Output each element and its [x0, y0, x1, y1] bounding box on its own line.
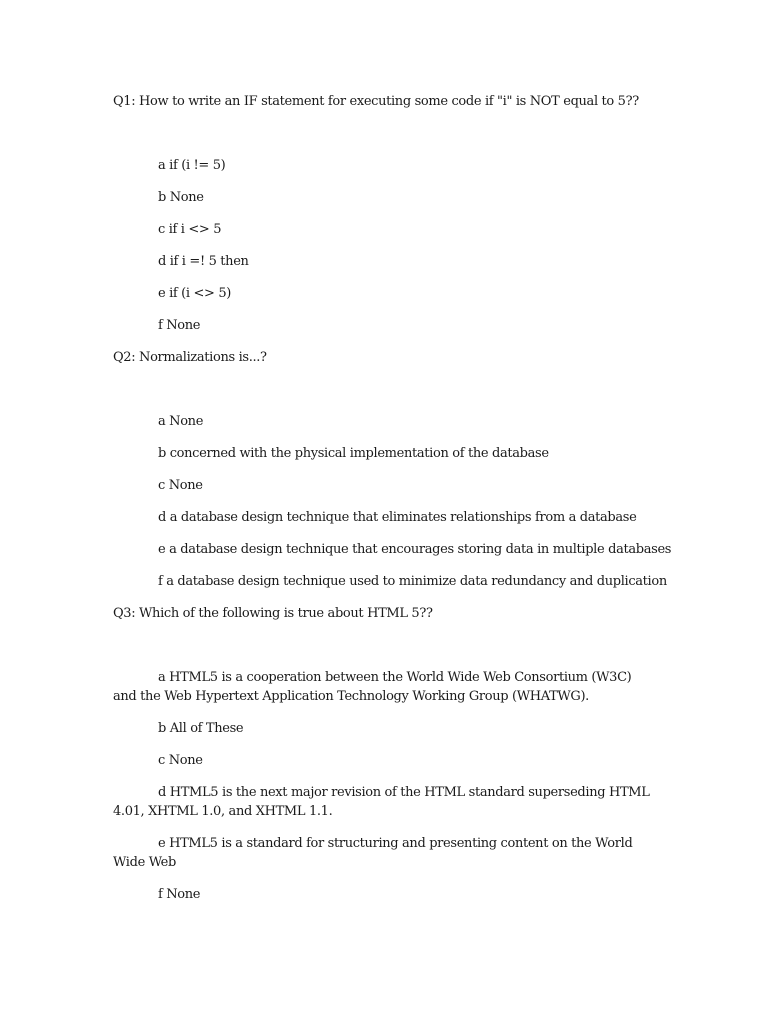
option-e: e HTML5 is a standard for structuring and presenting content on the World Wide Web — [113, 836, 633, 870]
question-text: Q3: Which of the following is true about HTML 5?? — [113, 606, 433, 621]
option-f: f None — [158, 318, 201, 333]
option-b: b None — [158, 190, 204, 205]
question-spacer — [113, 636, 658, 668]
question-spacer — [113, 124, 658, 156]
option-c: c if i <> 5 — [158, 222, 222, 237]
question-block-1 — [113, 92, 658, 335]
question-block-2 — [113, 348, 672, 591]
option-c: c None — [158, 753, 203, 768]
question-text: Q2: Normalizations is...? — [113, 350, 267, 365]
option-f: f None — [158, 887, 201, 902]
option-c: c None — [158, 478, 203, 493]
option-a: a None — [158, 414, 204, 429]
option-e: e a database design technique that encourages storing data in multiple databases — [158, 542, 672, 557]
option-e: e if (i <> 5) — [158, 286, 231, 301]
option-d: d a database design technique that eliminates relationships from a database — [158, 510, 637, 525]
quiz-content — [113, 92, 672, 917]
option-d: d if i =! 5 then — [158, 254, 249, 269]
option-a: a HTML5 is a cooperation between the World Wide Web Consortium (W3C) and the Web Hypertext Application Technology Working Group (WHATWG). — [113, 670, 632, 704]
option-d: d HTML5 is the next major revision of the HTML standard superseding HTML 4.01, XHTML 1.0, and XHTML 1.1. — [113, 785, 650, 819]
question-block-3 — [113, 604, 658, 904]
question-spacer — [113, 380, 658, 412]
option-a: a if (i != 5) — [158, 158, 226, 173]
option-b: b concerned with the physical implementation of the database — [158, 446, 549, 461]
question-text: Q1: How to write an IF statement for executing some code if "i" is NOT equal to 5?? — [113, 94, 639, 109]
option-f: f a database design technique used to minimize data redundancy and duplication — [158, 574, 667, 589]
option-b: b All of These — [158, 721, 244, 736]
